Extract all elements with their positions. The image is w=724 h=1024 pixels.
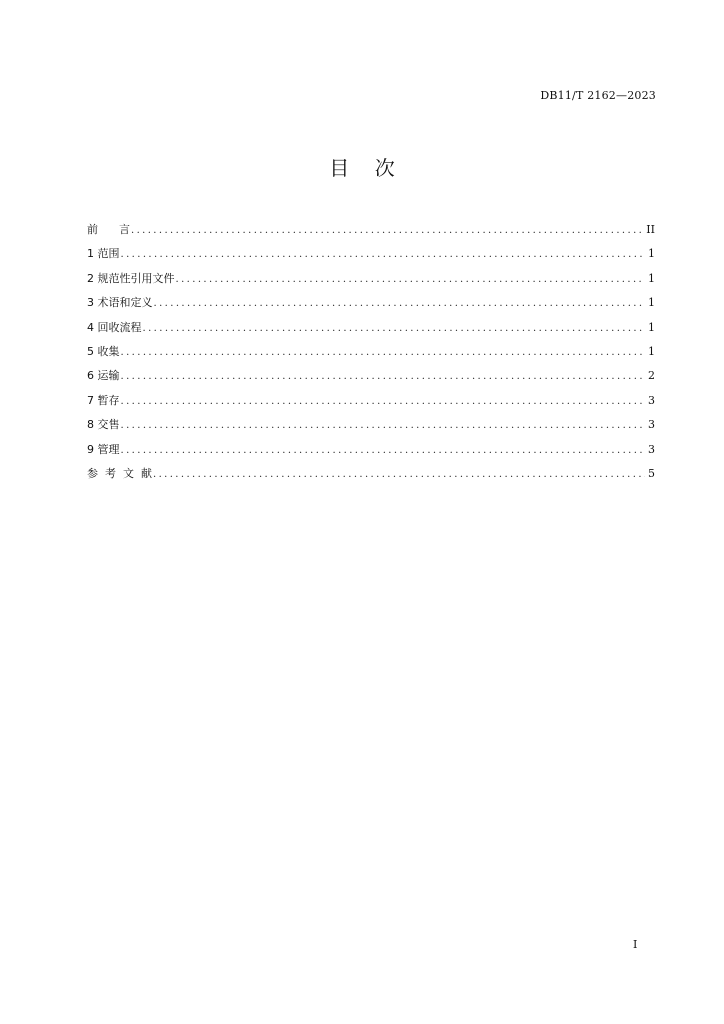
toc-entry-page: 3 bbox=[648, 418, 655, 432]
toc-entry-page: 1 bbox=[648, 247, 655, 261]
table-of-contents bbox=[87, 218, 655, 486]
toc-entry-page: 1 bbox=[648, 320, 655, 334]
toc-dot-leader bbox=[143, 317, 646, 341]
toc-entry-page: 3 bbox=[648, 393, 655, 407]
toc-entry-page: 5 bbox=[648, 466, 655, 480]
toc-entry-label: 6 运输 bbox=[87, 369, 120, 383]
toc-dot-leader bbox=[131, 219, 643, 243]
toc-entry-scope[interactable] bbox=[87, 242, 655, 266]
toc-entry-page: 1 bbox=[648, 344, 655, 358]
page-number: I bbox=[633, 938, 638, 951]
toc-entry-temporary-storage[interactable] bbox=[87, 389, 655, 413]
toc-entry-label: 1 范围 bbox=[87, 247, 120, 261]
toc-dot-leader bbox=[121, 390, 646, 414]
toc-entry-page: II bbox=[646, 223, 655, 236]
toc-dot-leader bbox=[121, 414, 646, 438]
toc-entry-collection[interactable] bbox=[87, 340, 655, 364]
document-code: DB11/T 2162—2023 bbox=[540, 89, 656, 102]
toc-entry-label: 4 回收流程 bbox=[87, 320, 142, 334]
toc-dot-leader bbox=[121, 341, 646, 365]
toc-entry-foreword[interactable] bbox=[87, 218, 655, 242]
toc-entry-label: 参 考 文 献 bbox=[87, 466, 152, 480]
toc-dot-leader bbox=[121, 365, 646, 389]
toc-entry-label: 2 规范性引用文件 bbox=[87, 271, 175, 285]
toc-entry-normative-references[interactable] bbox=[87, 267, 655, 291]
toc-entry-label: 前 言 bbox=[87, 223, 130, 236]
toc-entry-label: 3 术语和定义 bbox=[87, 296, 153, 310]
toc-entry-page: 3 bbox=[648, 442, 655, 456]
toc-entry-sale[interactable] bbox=[87, 413, 655, 437]
toc-entry-label: 9 管理 bbox=[87, 442, 120, 456]
toc-entry-label: 7 暂存 bbox=[87, 393, 120, 407]
toc-entry-label: 8 交售 bbox=[87, 418, 120, 432]
toc-dot-leader bbox=[153, 463, 645, 487]
toc-entry-bibliography[interactable] bbox=[87, 462, 655, 486]
toc-dot-leader bbox=[154, 292, 646, 316]
toc-entry-page: 1 bbox=[648, 296, 655, 310]
toc-entry-label: 5 收集 bbox=[87, 344, 120, 358]
toc-entry-recycling-process[interactable] bbox=[87, 316, 655, 340]
toc-entry-terms-definitions[interactable] bbox=[87, 291, 655, 315]
toc-dot-leader bbox=[121, 439, 646, 463]
toc-title: 目 次 bbox=[329, 156, 395, 180]
toc-entry-management[interactable] bbox=[87, 438, 655, 462]
toc-dot-leader bbox=[176, 268, 646, 292]
toc-dot-leader bbox=[121, 243, 646, 267]
toc-entry-page: 2 bbox=[648, 369, 655, 383]
toc-entry-page: 1 bbox=[648, 271, 655, 285]
toc-entry-transport[interactable] bbox=[87, 364, 655, 388]
